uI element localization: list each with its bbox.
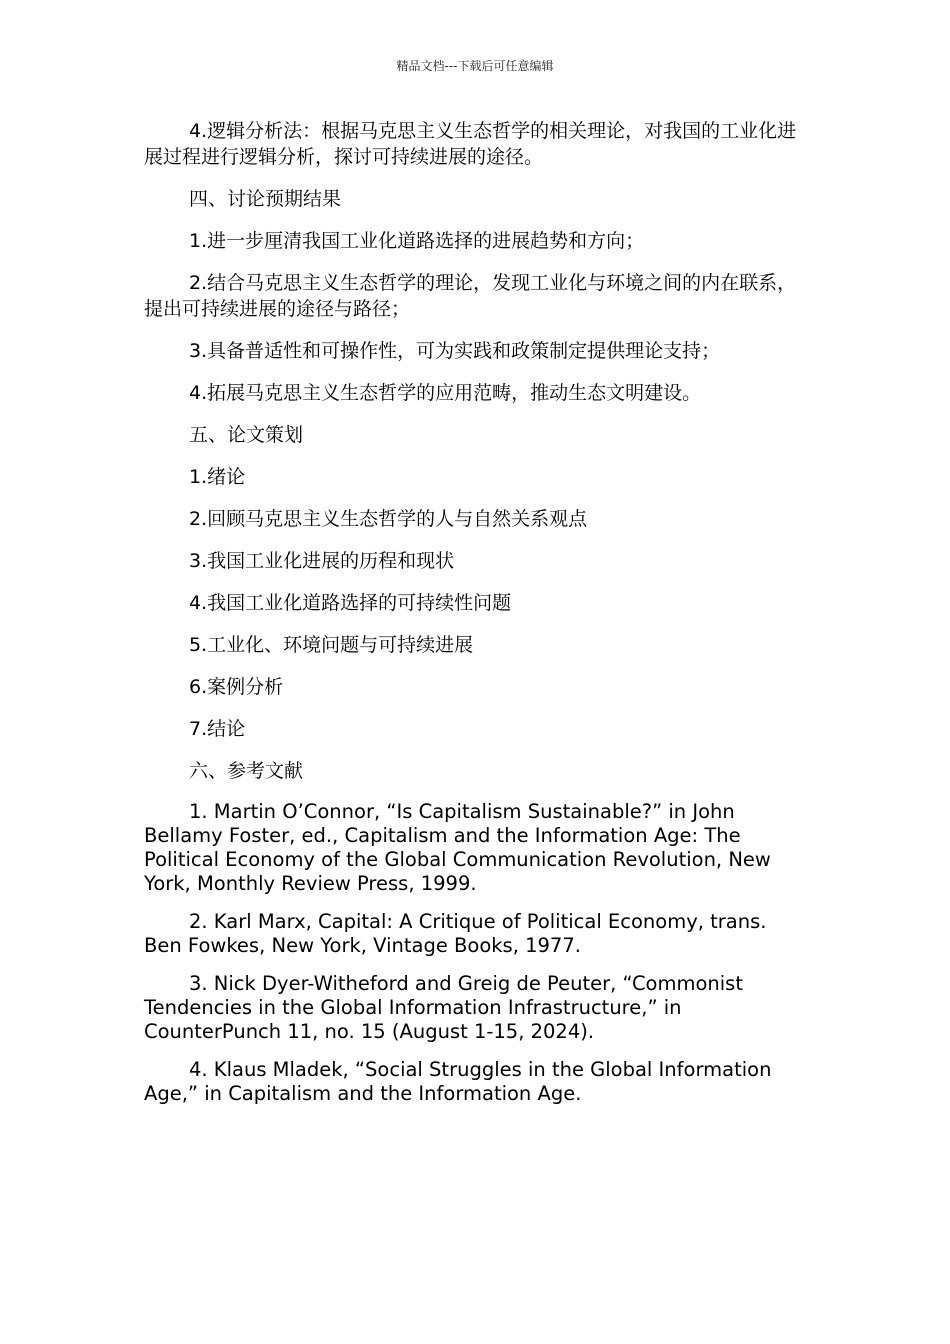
thesis-plan-item: 2.回顾马克思主义生态哲学的人与自然关系观点 — [189, 508, 588, 530]
thesis-plan-item: 1.绪论 — [189, 466, 246, 488]
thesis-plan-item: 6.案例分析 — [189, 676, 284, 698]
expected-result-item: 4.拓展马克思主义生态哲学的应用范畴，推动生态文明建设。 — [189, 382, 702, 404]
reference-item: 2. Karl Marx, Capital: A Critique of Political Economy, trans. Ben Fowkes, New York, Vintage Books, 1977. — [144, 910, 767, 957]
expected-result-item: 3.具备普适性和可操作性，可为实践和政策制定提供理论支持； — [189, 340, 721, 362]
thesis-plan-item: 4.我国工业化道路选择的可持续性问题 — [189, 592, 512, 614]
reference-item: 4. Klaus Mladek, “Social Struggles in the Global Information Age,” in Capitalism and the Information Age. — [144, 1058, 772, 1105]
thesis-plan-item: 5.工业化、环境问题与可持续进展 — [189, 634, 474, 656]
thesis-plan-item: 7.结论 — [189, 718, 246, 740]
section-heading-expected-results: 四、讨论预期结果 — [189, 188, 342, 210]
expected-result-item: 2.结合马克思主义生态哲学的理论，发现工业化与环境之间的内在联系，提出可持续进展的途径与路径； — [144, 272, 797, 320]
reference-item: 1. Martin O’Connor, “Is Capitalism Sustainable?” in John Bellamy Foster, ed., Capitalism and the Information Age: The Political Economy of the Global Communication Revolution, New York, Monthly Review Press, 1999. — [144, 800, 771, 895]
reference-item: 3. Nick Dyer-Witheford and Greig de Peuter, “Commonist Tendencies in the Global Information Infrastructure,” in CounterPunch 11, no. 15 (August 1-15, 2024). — [144, 972, 743, 1043]
section-heading-thesis-plan: 五、论文策划 — [189, 424, 304, 446]
paragraph-logic-analysis: 4.逻辑分析法：根据马克思主义生态哲学的相关理论，对我国的工业化进展过程进行逻辑分析，探讨可持续进展的途径。 — [144, 120, 797, 168]
document-body — [144, 118, 806, 1120]
expected-result-item: 1.进一步厘清我国工业化道路选择的进展趋势和方向； — [189, 230, 645, 252]
section-heading-references: 六、参考文献 — [189, 760, 304, 782]
page-header: 精品文档---下载后可任意编辑 — [396, 59, 554, 73]
thesis-plan-item: 3.我国工业化进展的历程和现状 — [189, 550, 455, 572]
